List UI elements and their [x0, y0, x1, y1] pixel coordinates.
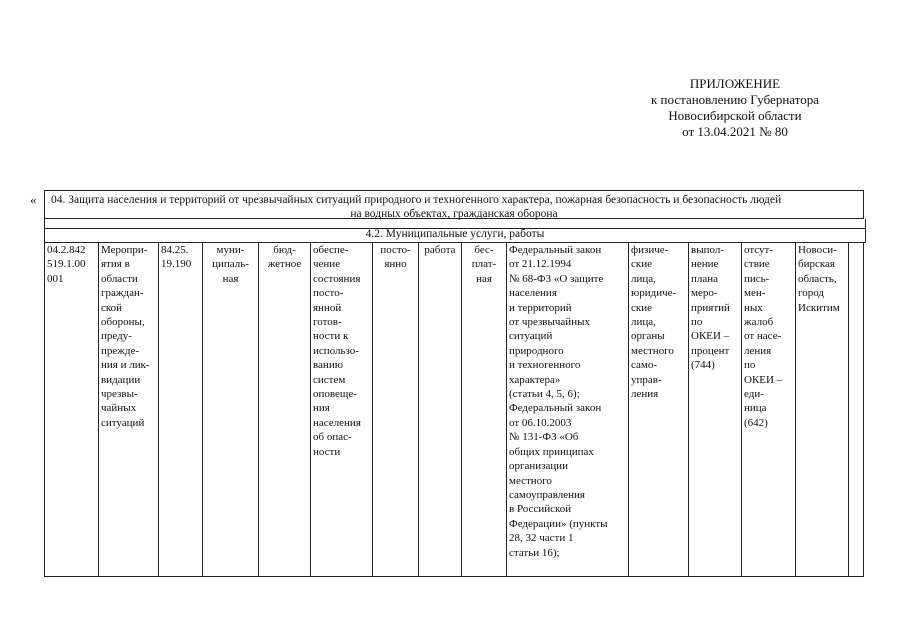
cell-text-line: чрезвы- [101, 388, 138, 401]
cell-text-line: Федерации» (пункты [509, 517, 608, 530]
cell-text-line: область, [798, 272, 837, 285]
cell-text-line: статьи 16); [509, 546, 560, 559]
cell-text-line: ница [744, 402, 767, 415]
cell-text-line: и техногенного [509, 359, 581, 372]
cell-text-line: местного [509, 474, 552, 487]
cell-territory [796, 243, 849, 577]
cell-text-line: процент [691, 344, 730, 357]
cell-text-line: обеспе- [313, 244, 349, 256]
cell-text-line: посто- [313, 287, 344, 300]
cell-text-line: ситуаций [509, 330, 553, 343]
cell-text-line: ная [476, 272, 492, 285]
cell-text-line: физиче- [631, 244, 669, 256]
cell-text-line: общих принципах [509, 445, 594, 458]
cell-text-line: юридиче- [631, 287, 677, 300]
cell-text-line: ствие [744, 258, 770, 271]
cell-text-line: (642) [744, 416, 768, 429]
appendix-decree-line: к постановлению Губернатора [650, 92, 820, 107]
cell-text-line: прежде- [101, 344, 140, 357]
cell-text-line: граждан- [101, 287, 144, 300]
cell-text-line: 84.25. [161, 244, 189, 256]
cell-text-line: ской [101, 301, 123, 314]
cell-text-line: Новоси- [798, 244, 837, 256]
cell-registry-code [45, 243, 99, 577]
cell-volume-indicator [689, 243, 742, 577]
cell-text-line: ния [313, 402, 330, 415]
cell-text-line: характера» [509, 373, 561, 386]
cell-text-line: ванию [313, 359, 343, 372]
cell-text-line: 28, 32 части 1 [509, 532, 574, 545]
cell-text-line: оповеще- [313, 388, 357, 401]
cell-text-line: органы [631, 330, 665, 343]
cell-text-line: ности к [313, 330, 349, 343]
opening-quote-mark: « [30, 192, 37, 207]
section-heading-row [44, 190, 864, 219]
cell-text-line: пись- [744, 272, 770, 285]
cell-text-line: ния и лик- [101, 359, 150, 372]
appendix-region-line: Новосибирской области [668, 108, 802, 123]
services-table-section [44, 190, 866, 577]
cell-text-line: Федеральный закон [509, 244, 602, 256]
cell-text-line: ские [631, 301, 652, 314]
cell-text-line: 519.1.00 [47, 258, 86, 271]
cell-legal-basis [507, 243, 629, 577]
cell-text-line: жалоб [744, 316, 774, 329]
cell-text-line: ятия в [101, 258, 130, 271]
cell-periodicity [373, 243, 419, 577]
cell-consumers [629, 243, 689, 577]
cell-text-line: (статьи 4, 5, 6); [509, 388, 580, 401]
cell-text-line: 19.190 [161, 258, 192, 271]
cell-text-line: бес- [474, 244, 494, 256]
cell-service-type [203, 243, 259, 577]
cell-text-line: № 68-ФЗ «О защите [509, 272, 604, 285]
cell-text-line: Искитим [798, 301, 840, 314]
section-heading-line1: 04. Защита населения и территорий от чрезвычайных ситуаций природного и техногенного характера, пожарная безопасность и безопасность людей [51, 194, 782, 206]
section-heading-line2: на водных объектах, гражданская оборона [350, 208, 558, 220]
cell-text-line: ОКЕИ – [691, 330, 730, 343]
cell-text-line: Федеральный закон [509, 402, 602, 415]
cell-text-line: чайных [101, 402, 137, 415]
cell-okved-code [159, 243, 203, 577]
cell-text-line: ных [744, 301, 763, 314]
cell-institution-form [259, 243, 311, 577]
cell-text-line: плат- [471, 258, 497, 271]
cell-kind [419, 243, 462, 577]
cell-text-line: населения [509, 287, 557, 300]
cell-text-line: чение [313, 258, 341, 271]
services-table [44, 242, 864, 577]
cell-text-line: от насе- [744, 330, 782, 343]
cell-text-line: ситуаций [101, 416, 145, 429]
cell-text-line: отсут- [744, 244, 774, 256]
cell-text-line: использо- [313, 344, 359, 357]
cell-text-line: № 131-ФЗ «Об [509, 431, 579, 444]
cell-text-line: бюд- [273, 244, 296, 256]
cell-text-line: ности [313, 445, 341, 458]
cell-text-line: ципаль- [212, 258, 249, 271]
cell-text-line: систем [313, 373, 346, 386]
cell-text-line: нение [691, 258, 719, 271]
cell-text-line: выпол- [691, 244, 724, 256]
cell-empty [849, 243, 864, 577]
cell-service-content [311, 243, 373, 577]
cell-text-line: местного [631, 344, 674, 357]
cell-text-line: плана [691, 272, 719, 285]
cell-text-line: Меропри- [101, 244, 148, 256]
cell-text-line: от 21.12.1994 [509, 258, 572, 271]
cell-text-line: мен- [744, 287, 766, 300]
subsection-heading: 4.2. Муниципальные услуги, работы [44, 228, 866, 243]
cell-text-line: меро- [691, 287, 718, 300]
cell-text-line: лица, [631, 316, 656, 329]
cell-text-line: муни- [216, 244, 245, 256]
cell-text-line: от 06.10.2003 [509, 416, 572, 429]
cell-text-line: приятий [691, 301, 730, 314]
cell-text-line: еди- [744, 388, 764, 401]
cell-text-line: по [744, 359, 756, 372]
cell-text-line: 001 [47, 272, 64, 285]
cell-text-line: жетное [267, 258, 302, 271]
cell-text-line: (744) [691, 359, 715, 372]
cell-text-line: видации [101, 373, 141, 386]
cell-text-line: лица, [631, 272, 656, 285]
cell-text-line: природного [509, 344, 564, 357]
cell-text-line: состояния [313, 272, 361, 285]
cell-text-line: работа [424, 244, 456, 256]
cell-text-line: янно [384, 258, 407, 271]
cell-text-line: само- [631, 359, 658, 372]
cell-text-line: бирская [798, 258, 835, 271]
appendix-header [600, 76, 870, 140]
cell-payment [462, 243, 507, 577]
cell-text-line: ления [744, 344, 772, 357]
cell-text-line: 04.2.842 [47, 244, 86, 256]
cell-text-line: обороны, [101, 316, 145, 329]
cell-service-name [99, 243, 159, 577]
appendix-title: ПРИЛОЖЕНИЕ [689, 76, 781, 91]
cell-text-line: самоуправления [509, 488, 585, 501]
cell-text-line: организации [509, 460, 569, 473]
cell-text-line: ские [631, 258, 652, 271]
cell-text-line: янной [313, 301, 342, 314]
cell-text-line: ления [631, 388, 659, 401]
cell-text-line: в Российской [509, 503, 572, 516]
cell-quality-indicator [742, 243, 796, 577]
appendix-date-number: от 13.04.2021 № 80 [682, 124, 788, 139]
cell-text-line: город [798, 287, 825, 300]
table-row [45, 243, 864, 577]
cell-text-line: ОКЕИ – [744, 373, 783, 386]
cell-text-line: населения [313, 416, 361, 429]
cell-text-line: преду- [101, 330, 132, 343]
cell-text-line: посто- [380, 244, 411, 256]
cell-text-line: ная [222, 272, 239, 285]
cell-text-line: управ- [631, 373, 662, 386]
cell-text-line: об опас- [313, 431, 352, 444]
cell-text-line: по [691, 316, 703, 329]
cell-text-line: от чрезвычайных [509, 316, 590, 329]
cell-text-line: и территорий [509, 301, 572, 314]
cell-text-line: области [101, 272, 138, 285]
cell-text-line: готов- [313, 316, 342, 329]
